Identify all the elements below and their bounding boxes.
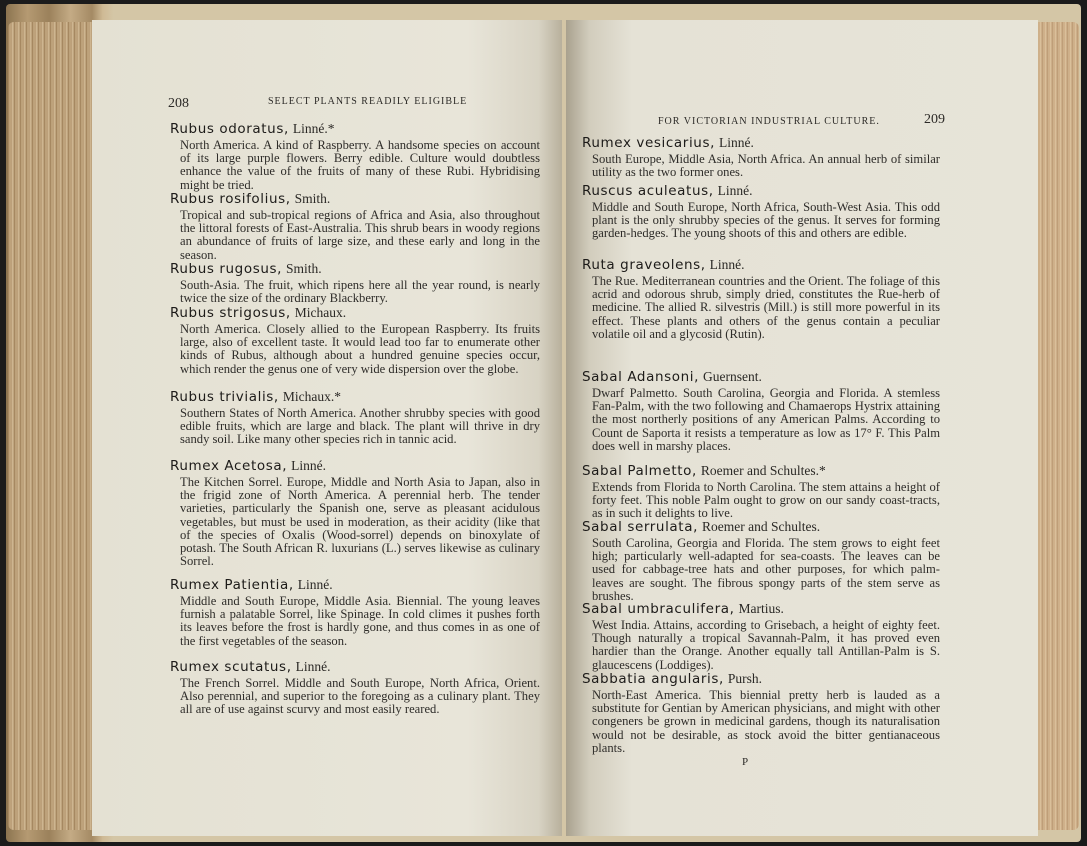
entry-text: Middle and South Europe, Middle Asia. Biennial. The young leaves furnish a palatable Sorrel, like Spinage. In cold climes it pushes forth its leaves before the frost is hardly gone, and thus comes in as one of the first vegetables of the season.	[180, 594, 540, 648]
entry-name: Rubus rosifolius,	[170, 191, 291, 207]
entry-text: Dwarf Palmetto. South Carolina, Georgia and Florida. A stemless Fan-Palm, with the two following and Chamaerops Hystrix attaining the most northerly positions of any American Palms. According to Count de Saporta it resists a temperature as low as 17° F. This Palm does well in marshy places.	[592, 386, 940, 453]
entry-author: Smith.	[294, 191, 331, 206]
entry	[170, 260, 540, 305]
entry-name: Rumex Patientia,	[170, 577, 294, 593]
entry-text: South Europe, Middle Asia, North Africa. An annual herb of similar utility as the two former ones.	[592, 152, 940, 180]
entry-text: The Rue. Mediterranean countries and the Orient. The foliage of this acrid and odorous shrub, simply dried, constitutes the Rue-herb of medicine. The allied R. silvestris (Mill.) is still more powerful in its effect. These plants and others of the genus contain a peculiar volatile oil and a glycosid (Rutin).	[592, 274, 940, 341]
entry	[582, 600, 940, 672]
book-edge-left	[8, 22, 96, 830]
entry-author: Martius.	[738, 601, 784, 616]
entry-text: South-Asia. The fruit, which ripens here all the year round, is nearly twice the size of the ordinary Blackberry.	[180, 278, 540, 306]
entry-name: Sabal serrulata,	[582, 519, 698, 535]
entry	[582, 518, 940, 603]
entry-text: North-East America. This biennial pretty herb is lauded as a substitute for Gentian by American physicians, and might with other congeners be grown in medicinal gardens, though its naturalisation would not be desirable, as stock avoid the bitter gentianaceous plants.	[592, 688, 940, 755]
entry	[582, 462, 940, 521]
entry-text: Southern States of North America. Another shrubby species with good edible fruits, which are large and black. The plant will thrive in dry sandy soil. Like many other species rich in tannic acid.	[180, 406, 540, 447]
entry	[170, 190, 540, 262]
entry-author: Linné.	[291, 458, 326, 473]
entry-text: West India. Attains, according to Grisebach, a height of eighty feet. Though naturally a tropical Savannah-Palm, it has proved even hardier than the Orange. Another equally tall Antillan-Palm is S. glaucescens (Loddiges).	[592, 618, 940, 672]
entry-author: Smith.	[286, 261, 322, 276]
entry-author: Guernsent.	[703, 369, 762, 384]
left-page	[92, 20, 562, 836]
entry	[170, 576, 540, 648]
entry-name: Rumex scutatus,	[170, 659, 292, 675]
entry-name: Rubus odoratus,	[170, 121, 289, 137]
entry-text: Middle and South Europe, North Africa, South-West Asia. This odd plant is the only shrubby species of the genus. It serves for forming garden-hedges. The young shoots of this and others are edible.	[592, 200, 940, 241]
entry-author: Linné.*	[292, 121, 335, 136]
entry	[170, 388, 540, 447]
entry	[582, 670, 940, 755]
entry	[170, 120, 540, 192]
entry-author: Michaux.*	[282, 389, 341, 404]
entry-author: Linné.	[719, 135, 754, 150]
page-number-left: 208	[168, 96, 189, 111]
entry	[582, 368, 940, 453]
entry-text: The French Sorrel. Middle and South Europe, North Africa, Orient. Also perennial, and superior to the foregoing as a culinary plant. They all are of use against scurvy and most easily reared.	[180, 676, 540, 717]
page-number-right: 209	[924, 112, 945, 127]
entry-name: Rubus strigosus,	[170, 305, 291, 321]
entry-text: Tropical and sub-tropical regions of Africa and Asia, also throughout the littoral forests of East-Australia. This shrub bears in woody regions an abundance of fruits of large size, and these early and long in the season.	[180, 208, 540, 262]
entry-author: Linné.	[709, 257, 745, 272]
entry-name: Rubus rugosus,	[170, 261, 283, 277]
running-header-right: FOR VICTORIAN INDUSTRIAL CULTURE.	[658, 116, 880, 127]
entry-text: North America. Closely allied to the European Raspberry. Its fruits large, also of excellent taste. It would lead too far to enumerate other kinds of Rubus, although about a hundred genuine species occur, which render the genus one of very wide dispersion over the globe.	[180, 322, 540, 376]
entry-text: The Kitchen Sorrel. Europe, Middle and North Asia to Japan, also in the frigid zone of North America. A perennial herb. The tender varieties, particularly the Spanish one, serve as pleasant acidulous vegetables, but must be used in moderation, as their acidity (like that of the species of Oxalis (Wood-sorrel) depends on binoxylate of potash. The South African R. luxurians (L.) serves likewise as culinary Sorrel.	[180, 475, 540, 569]
entry	[170, 304, 540, 376]
entry	[170, 658, 540, 717]
entry-name: Rumex Acetosa,	[170, 458, 288, 474]
entry-text: South Carolina, Georgia and Florida. The stem grows to eight feet high; particularly well-adapted for sea-coasts. The leaves can be used for cabbage-tree hats and other purposes, for which palm-leaves are sought. The fibrous spongy parts of the stem serve as brushes.	[592, 536, 940, 603]
entry	[170, 457, 540, 568]
entry-author: Pursh.	[727, 671, 763, 686]
entry	[582, 256, 940, 341]
entry-text: North America. A kind of Raspberry. A handsome species on account of its large purple flowers. Berry edible. Culture would doubtless enhance the value of the fruits of many of these Rubi. Hybridising might be tried.	[180, 138, 540, 192]
entry-author: Linné.	[297, 577, 333, 592]
entry-name: Rumex vesicarius,	[582, 135, 715, 151]
entry-name: Sabal Adansoni,	[582, 369, 700, 385]
entry-name: Sabbatia angularis,	[582, 671, 724, 687]
entry	[582, 182, 940, 241]
entry-author: Roemer and Schultes.	[701, 519, 821, 534]
entry-name: Sabal Palmetto,	[582, 463, 697, 479]
entry	[582, 134, 940, 179]
entry-author: Linné.	[295, 659, 331, 674]
entry-text: Extends from Florida to North Carolina. The stem attains a height of forty feet. This noble Palm ought to grow on our sandy coast-tracts, as in such it delights to live.	[592, 480, 940, 521]
entry-name: Ruscus aculeatus,	[582, 183, 714, 199]
running-header-left: SELECT PLANTS READILY ELIGIBLE	[268, 96, 468, 107]
right-page	[566, 20, 1038, 836]
entry-name: Ruta graveolens,	[582, 257, 706, 273]
entry-author: Michaux.	[294, 305, 347, 320]
entry-author: Roemer and Schultes.*	[700, 463, 826, 478]
entry-author: Linné.	[717, 183, 753, 198]
entry-name: Sabal umbraculifera,	[582, 601, 735, 617]
signature-mark: P	[742, 756, 749, 768]
entry-name: Rubus trivialis,	[170, 389, 279, 405]
